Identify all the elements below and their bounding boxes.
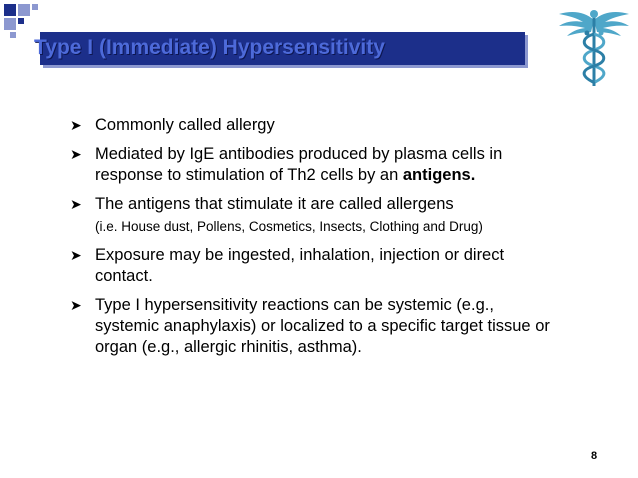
bullet-note: (i.e. House dust, Pollens, Cosmetics, Insects, Clothing and Drug) <box>95 219 483 234</box>
arrow-bullet-icon: ➤ <box>70 196 82 212</box>
slide-title: Type I (Immediate) Hypersensitivity <box>34 36 385 59</box>
corner-decor-square <box>32 4 38 10</box>
corner-decor-square <box>4 4 16 16</box>
corner-decor-square <box>4 18 16 30</box>
arrow-bullet-icon: ➤ <box>70 247 82 263</box>
bullet-item <box>72 295 562 358</box>
arrow-bullet-icon: ➤ <box>70 117 82 133</box>
arrow-bullet-icon: ➤ <box>70 146 82 162</box>
bullet-item <box>72 194 562 237</box>
bullet-emphasis: antigens. <box>402 166 476 184</box>
page-number: 8 <box>591 450 598 462</box>
arrow-bullet-icon: ➤ <box>70 297 82 313</box>
bullet-text: Type I hypersensitivity reactions can be systemic (e.g., systemic anaphylaxis) or localized to a specific target tissue or organ (e.g., allergic rhinitis, asthma). <box>95 296 550 356</box>
bullet-item <box>72 144 562 186</box>
corner-decor-square <box>18 18 24 24</box>
caduceus-icon <box>555 4 633 90</box>
bullet-item <box>72 115 562 136</box>
bullet-item <box>72 245 562 287</box>
bullet-list <box>72 115 562 366</box>
bullet-text: Commonly called allergy <box>95 116 275 134</box>
bullet-text: Mediated by IgE antibodies produced by plasma cells in response to stimulation of Th2 cells by an <box>95 145 503 184</box>
bullet-text: Exposure may be ingested, inhalation, injection or direct contact. <box>95 246 505 285</box>
bullet-text: The antigens that stimulate it are called allergens <box>95 195 454 213</box>
corner-decor-square <box>18 4 30 16</box>
corner-decor-square <box>10 32 16 38</box>
